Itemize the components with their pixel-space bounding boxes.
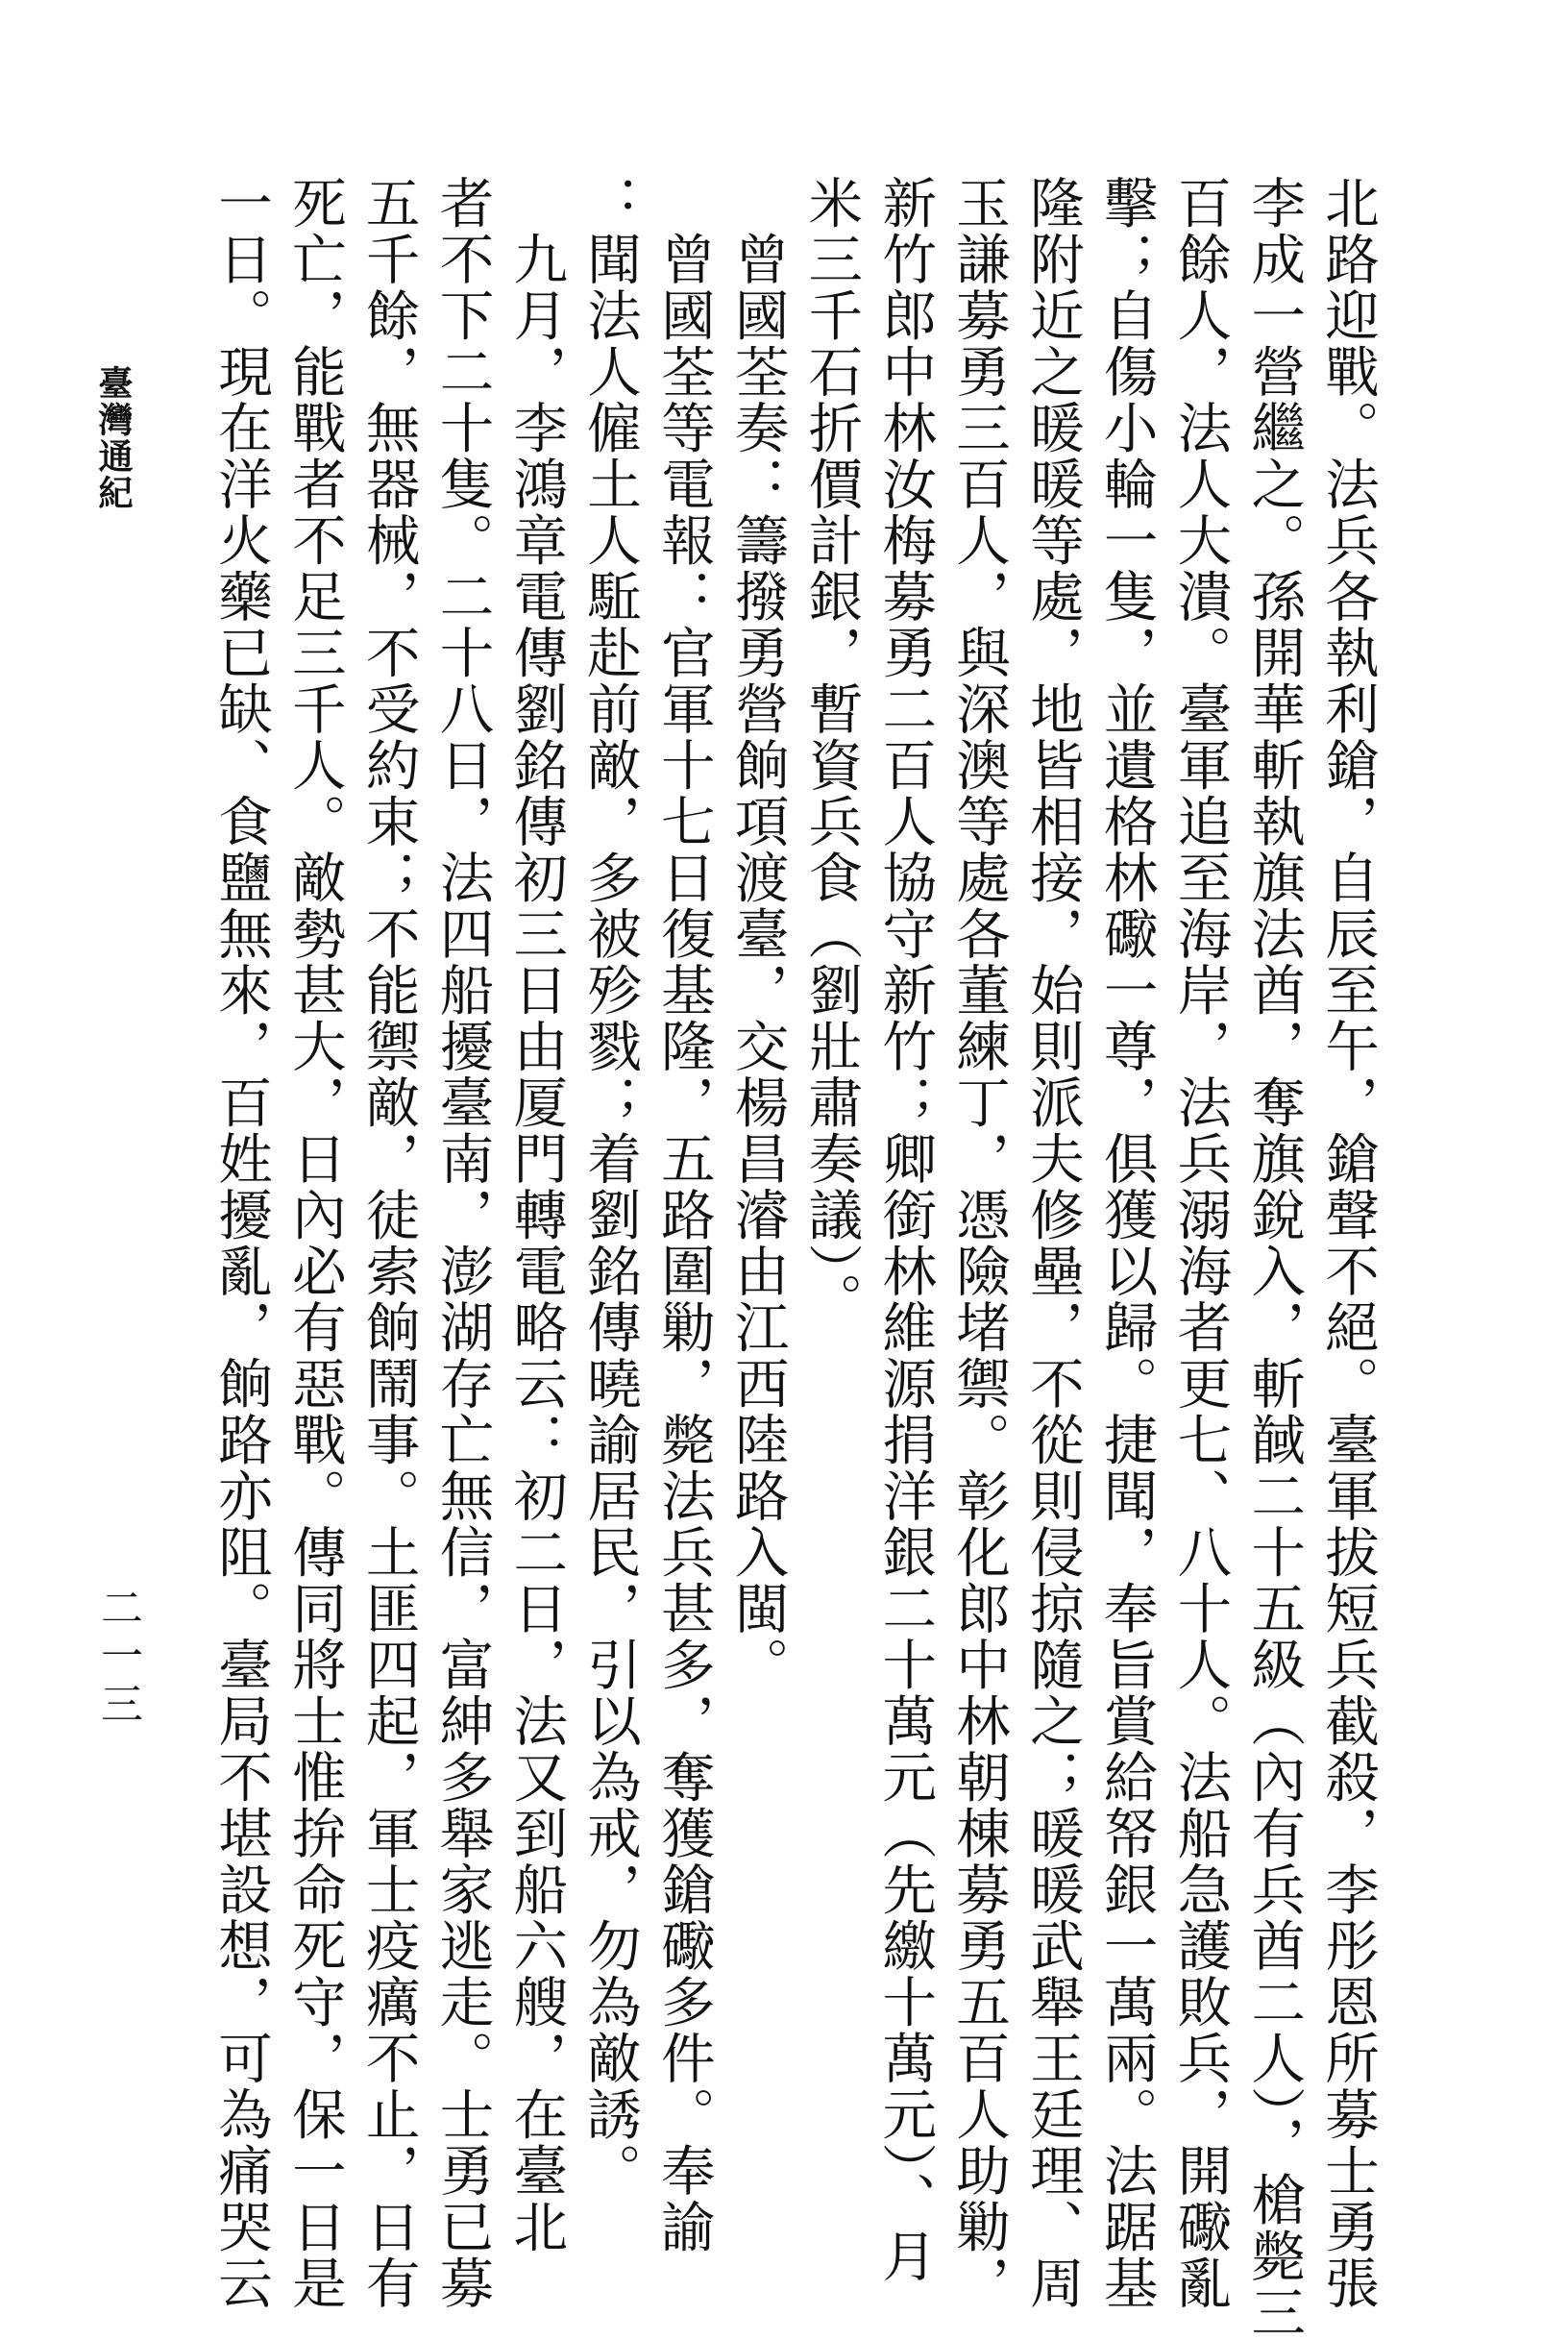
text-column: 五千餘，無器械，不受約束；不能禦敵，徒索餉鬧事。土匪四起，軍士疫癘不止，日有 bbox=[356, 175, 420, 2311]
body-text bbox=[178, 175, 1384, 2340]
text-column: 隆附近之暖暖等處，地皆相接，始則派夫修壘，不從則侵掠隨之；暖暖武舉王廷理、周 bbox=[1020, 175, 1084, 2311]
text-column: 北路迎戰。法兵各執利鎗，自辰至午，鎗聲不絕。臺軍拔短兵截殺，李彤恩所募士勇張 bbox=[1316, 175, 1379, 2311]
text-column: ：聞法人僱土人駈赴前敵，多被殄戮；着劉銘傳曉諭居民，引以為戒，勿為敵誘。 bbox=[578, 175, 642, 2199]
text-column: 一日。現在洋火藥已缺、食鹽無來，百姓擾亂，餉路亦阻。臺局不堪設想，可為痛哭云 bbox=[209, 175, 273, 2311]
text-column: 米三千石折價計銀，暫資兵食（劉壯肅奏議）。 bbox=[799, 175, 863, 1329]
text-column: 玉謙募勇三百人，與深澳等處各董練丁，憑險堵禦。彰化郎中林朝棟募勇五百人助勦， bbox=[947, 175, 1011, 2311]
text-column: 新竹郎中林汝梅募勇二百人協守新竹；卿銜林維源捐洋銀二十萬元（先繳十萬元）、月 bbox=[873, 175, 937, 2284]
text-column: 九月，李鴻章電傳劉銘傳初三日由厦門轉電略云：初二日，法又到船六艘，在臺北 bbox=[504, 175, 568, 2255]
text-column: 曾國荃奏：籌撥勇營餉項渡臺，交楊昌濬由江西陸路入閩。 bbox=[725, 175, 789, 1693]
running-title: 臺灣通紀 bbox=[93, 365, 134, 511]
text-column: 者不下二十隻。二十八日，法四船擾臺南，澎湖存亡無信，富紳多舉家逃走。士勇已募 bbox=[430, 175, 494, 2311]
text-column: 李成一營繼之。孫開華斬執旗法酋，奪旗銳入，斬馘二十五級（內有兵酋二人），槍斃三 bbox=[1242, 175, 1306, 2340]
page-number: 二一三 bbox=[93, 1586, 142, 1730]
text-column: 死亡，能戰者不足三千人。敵勢甚大，日內必有惡戰。傳同將士惟拚命死守，保一日是 bbox=[282, 175, 346, 2311]
text-column: 曾國荃等電報：官軍十七日復基隆，五路圍勦，斃法兵甚多，奪獲鎗礮多件。奉諭 bbox=[651, 175, 715, 2255]
text-column: 擊；自傷小輪一隻，並遺格林礮一尊，俱獲以歸。捷聞，奉旨賞給帑銀一萬兩。法踞基 bbox=[1094, 175, 1158, 2311]
text-column: 百餘人，法人大潰。臺軍追至海岸，法兵溺海者更七、八十人。法船急護敗兵，開礮亂 bbox=[1168, 175, 1232, 2311]
